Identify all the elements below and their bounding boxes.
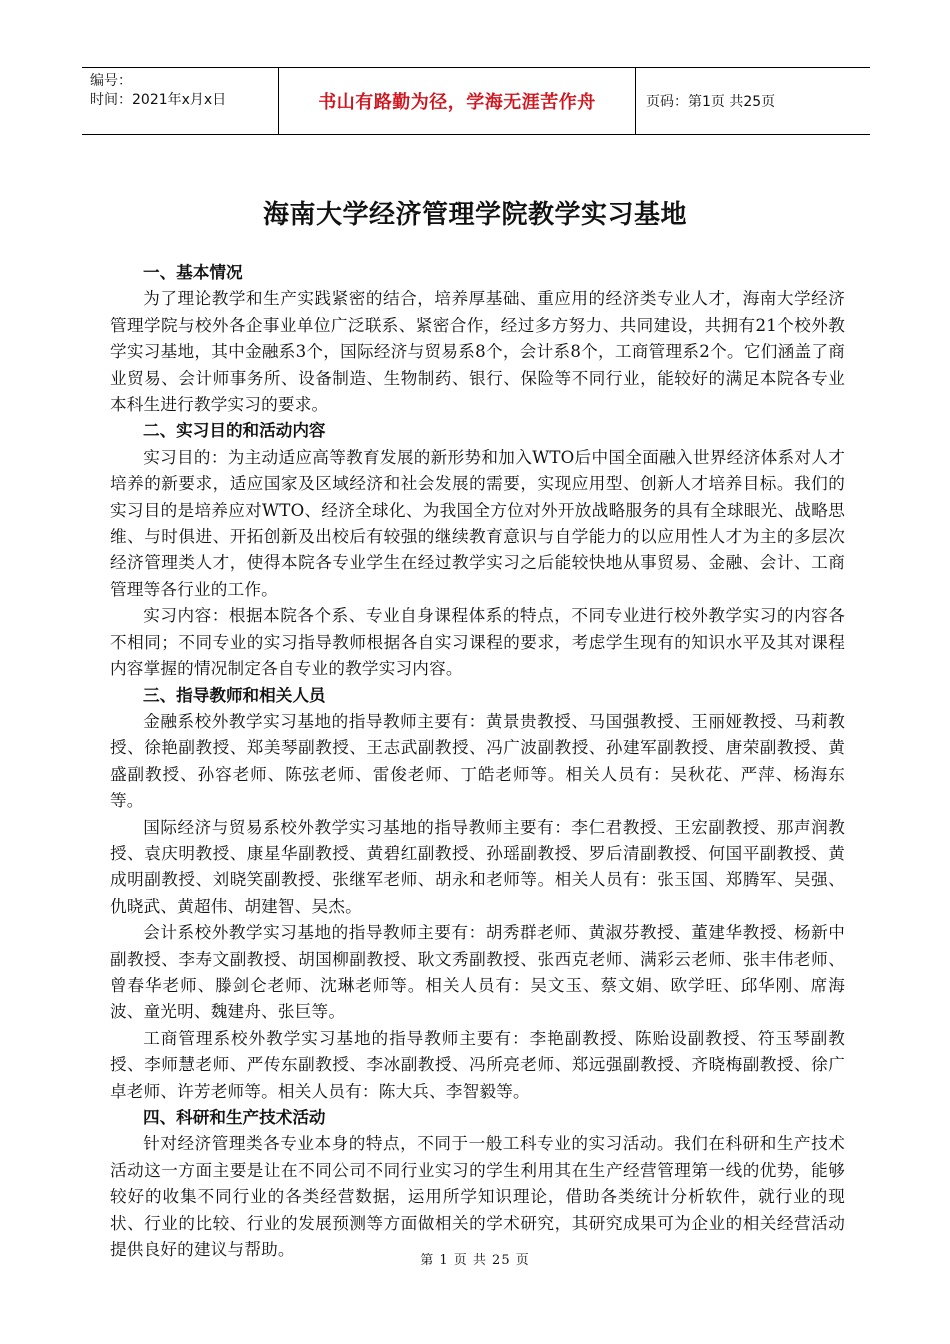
section-paragraph: 工商管理系校外教学实习基地的指导教师主要有：李艳副教授、陈贻设副教授、符玉琴副教授、李师慧老师、严传东副教授、李冰副教授、冯所亮老师、郑远强副教授、齐晓梅副教授、徐广卓老师、许芳老师等。相关人员有：陈大兵、李智毅等。 <box>110 1028 845 1101</box>
document-number-label: 编号： <box>90 73 132 89</box>
header-meta <box>82 68 278 134</box>
page-header <box>82 67 870 135</box>
section-heading: 四、科研和生产技术活动 <box>143 1108 326 1127</box>
section-paragraph: 金融系校外教学实习基地的指导教师主要有：黄景贵教授、马国强教授、王丽娅教授、马莉教授、徐艳副教授、郑美琴副教授、王志武副教授、冯广波副教授、孙建军副教授、唐荣副教授、黄盛副教授、孙容老师、陈弦老师、雷俊老师、丁皓老师等。相关人员有：吴秋花、严萍、杨海东等。 <box>110 711 845 811</box>
section-paragraph: 会计系校外教学实习基地的指导教师主要有：胡秀群老师、黄淑芬教授、董建华教授、杨新中副教授、李寿文副教授、胡国柳副教授、耿文秀副教授、张西克老师、满彩云老师、张丰伟老师、曾春华老师、滕剑仑老师、沈琳老师等。相关人员有：吴文玉、蔡文娟、欧学旺、邱华刚、席海波、童光明、魏建舟、张巨等。 <box>110 923 845 1022</box>
document-body <box>110 260 845 1263</box>
page-footer: 第 1 页 共 25 页 <box>420 1253 530 1268</box>
header-motto-cell <box>278 68 636 134</box>
section-heading: 二、实习目的和活动内容 <box>143 421 326 441</box>
section-paragraph: 实习目的：为主动适应高等教育发展的新形势和加入WTO后中国全面融入世界经济体系对人才培养的新要求，适应国家及区域经济和社会发展的需要，实现应用型、创新人才培养目标。我们的实习目的是培养应对WTO、经济全球化、为我国全方位对外开放战略服务的具有全球眼光、战略思维、与时俱进、开拓创新及出校后有较强的继续教育意识与自学能力的以应用性人才为主的多层次经济管理类人才，使得本院各专业学生在经过教学实习之后能较快地从事贸易、金融、会计、工商管理等各行业的工作。 <box>110 447 845 599</box>
section-heading: 一、基本情况 <box>143 263 243 282</box>
section-paragraph: 针对经济管理类各专业本身的特点，不同于一般工科专业的实习活动。我们在科研和生产技术活动这一方面主要是让在不同公司不同行业实习的学生利用其在生产经营管理第一线的优势，能够较好的收集不同行业的各类经营数据，运用所学知识理论，借助各类统计分析软件，就行业的现状、行业的比较、行业的发展预测等方面做相关的学术研究，其研究成果可为企业的相关经营活动提供良好的建议与帮助。 <box>110 1134 845 1260</box>
document-time-label: 时间：2021年x月x日 <box>90 92 227 108</box>
document-title: 海南大学经济管理学院教学实习基地 <box>262 200 687 230</box>
section-paragraph: 国际经济与贸易系校外教学实习基地的指导教师主要有：李仁君教授、王宏副教授、那声润教授、袁庆明教授、康星华副教授、黄碧红副教授、孙瑶副教授、罗后清副教授、何国平副教授、黄成明副教授、刘晓笑副教授、张继军老师、胡永和老师等。相关人员有：张玉国、郑腾军、吴强、仇晓武、黄超伟、胡建智、吴杰。 <box>110 817 845 916</box>
header-motto: 书山有路勤为径，学海无涯苦作舟 <box>318 92 596 113</box>
header-page-code: 页码：第1页 共25页 <box>646 94 776 110</box>
section-paragraph: 为了理论教学和生产实践紧密的结合，培养厚基础、重应用的经济类专业人才，海南大学经济管理学院与校外各企事业单位广泛联系、紧密合作，经过多方努力、共同建设，共拥有21个校外教学实习基地，其中金融系3个，国际经济与贸易系8个，会计系8个，工商管理系2个。它们涵盖了商业贸易、会计师事务所、设备制造、生物制药、银行、保险等不同行业，能较好的满足本院各专业本科生进行教学实习的要求。 <box>110 289 845 415</box>
section-paragraph: 实习内容：根据本院各个系、专业自身课程体系的特点，不同专业进行校外教学实习的内容各不相同；不同专业的实习指导教师根据各自实习课程的要求，考虑学生现有的知识水平及其对课程内容掌握的情况制定各自专业的教学实习内容。 <box>110 606 845 679</box>
header-page-code-cell <box>636 68 870 134</box>
section-heading: 三、指导教师和相关人员 <box>143 685 326 705</box>
